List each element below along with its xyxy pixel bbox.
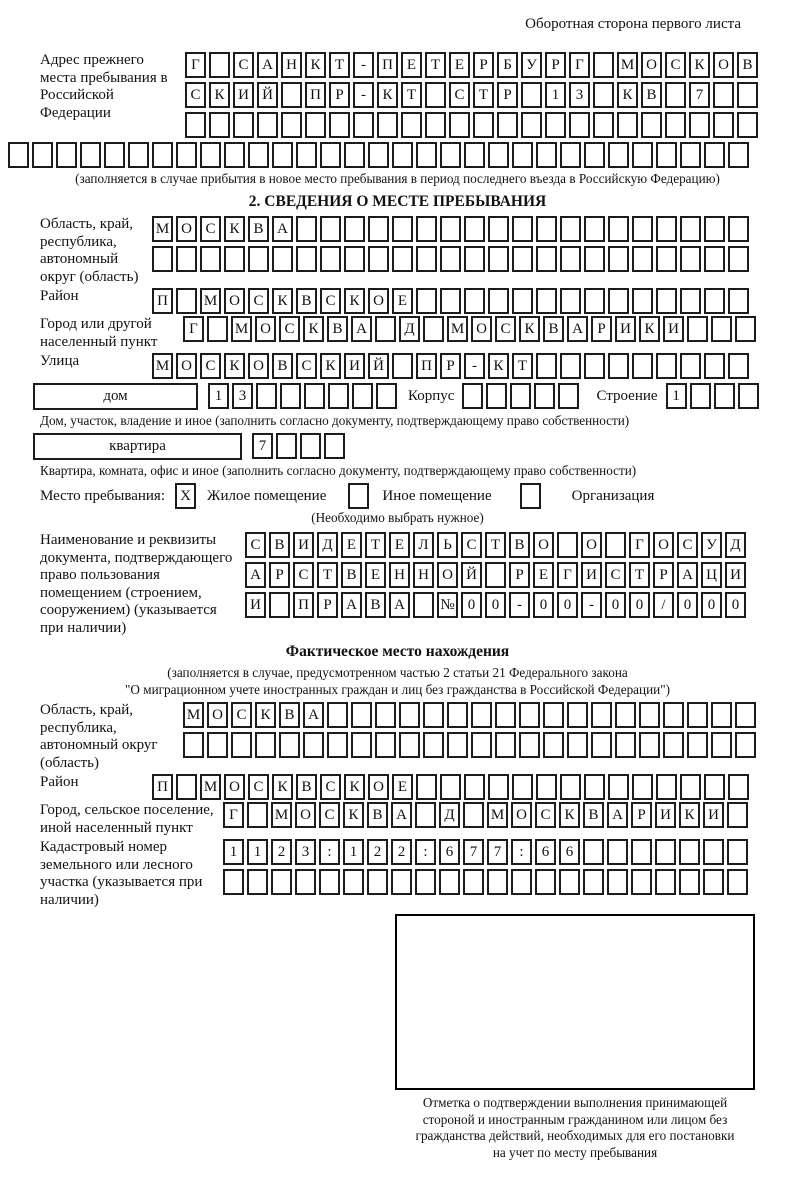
house-field-plate: дом <box>33 383 198 410</box>
district-label: Район <box>40 288 79 304</box>
stamp-caption-line-1: Отметка о подтверждении выполнения принимающей <box>422 1095 728 1110</box>
prev-address-label: Адрес прежнего места пребывания в Российской Федерации <box>40 52 168 121</box>
factual-region-row-2[interactable] <box>183 732 759 758</box>
house-caption: Дом, участок, владение и иное (заполнить согласно документу, подтверждающему право собственности) <box>40 413 630 428</box>
confirmation-stamp-area <box>395 914 755 1090</box>
document-row-2[interactable]: А Р С Т В Е Н Н О Й Р Е Г И С Т Р А Ц И <box>245 562 749 588</box>
street-row[interactable]: М О С К О В С К И Й П Р - К Т <box>152 353 752 379</box>
cadastral-row-1[interactable]: 1 1 2 3 : 1 2 2 : 6 7 7 : 6 6 <box>223 839 751 865</box>
factual-district-block <box>40 774 755 800</box>
apartment-field-plate: квартира <box>33 433 242 460</box>
residence-type-caption: (Необходимо выбрать нужное) <box>311 510 484 525</box>
residence-type-dwelling-checkbox[interactable]: X <box>175 483 199 509</box>
residence-type-other-checkbox[interactable] <box>348 483 372 509</box>
house-number-row[interactable]: 1 3 <box>208 383 400 409</box>
region-block <box>40 216 755 286</box>
factual-region-label: Область, край, республика, автономный округ (область) <box>40 702 158 771</box>
prev-address-row-1[interactable]: Г С А Н К Т - П Е Т Е Р Б У Р Г М О С К О В <box>185 52 761 78</box>
korpus-label: Корпус <box>408 388 455 404</box>
factual-region-block <box>40 702 755 772</box>
prev-address-row-4[interactable] <box>8 142 755 168</box>
cadastral-label: Кадастровый номер земельного или лесного участка (указывается при наличии) <box>40 839 203 908</box>
factual-district-row[interactable]: П М О С К В С К О Е <box>152 774 752 800</box>
residence-type-other-label: Иное помещение <box>382 488 492 504</box>
apartment-block <box>40 433 755 460</box>
factual-region-row-1[interactable]: М О С К В А <box>183 702 759 728</box>
district-row[interactable]: П М О С К В С К О Е <box>152 288 752 314</box>
factual-title: Фактическое место нахождения <box>285 643 510 660</box>
prev-address-block <box>40 52 755 138</box>
factual-subtitle-line-1: (заполняется в случае, предусмотренном частью 2 статьи 21 Федерального закона <box>167 665 628 680</box>
street-label: Улица <box>40 353 80 369</box>
stroenie-row[interactable]: 1 <box>666 383 762 409</box>
residence-type-block <box>40 483 755 509</box>
cadastral-block <box>40 839 755 909</box>
residence-type-dwelling-label: Жилое помещение <box>207 488 327 504</box>
stamp-caption <box>340 1095 800 1161</box>
residence-type-organization-label: Организация <box>571 488 655 504</box>
stamp-caption-line-2: стороной и иностранным гражданином или лицом без <box>422 1111 728 1127</box>
prev-address-note: (заполняется в случае прибытия в новое место пребывания в период последнего въезда в Российскую Федерацию) <box>75 171 720 186</box>
city-row[interactable]: Г М О С К В А Д М О С К В А Р И К И <box>183 316 759 342</box>
stroenie-label: Строение <box>596 388 658 404</box>
stamp-caption-line-3: гражданства действий, необходимых для его постановки <box>415 1128 735 1143</box>
prev-address-rows <box>185 52 761 138</box>
stamp-caption-line-4: на учет по месту пребывания <box>492 1144 658 1160</box>
street-block <box>40 353 755 379</box>
factual-subtitle-line-2: "О миграционном учете иностранных граждан и лиц без гражданства в Российской Федерации") <box>125 682 670 697</box>
prev-address-row-2[interactable]: С К И Й П Р - К Т С Т Р 1 3 К В 7 <box>185 82 761 108</box>
city-label: Город или другой населенный пункт <box>40 316 158 350</box>
residence-type-label: Место пребывания: <box>40 488 165 504</box>
page-side-note: Оборотная сторона первого листа <box>525 16 741 32</box>
prev-address-row-3[interactable] <box>185 112 761 138</box>
factual-city-block <box>40 802 755 837</box>
residence-type-organization-checkbox[interactable] <box>520 483 544 509</box>
document-label: Наименование и реквизиты документа, подтверждающего право пользования помещением (строением, сооружением) (указывается при наличии) <box>40 532 233 636</box>
district-block <box>40 288 755 314</box>
document-row-1[interactable]: С В И Д Е Т Е Л Ь С Т В О О Г О С У Д <box>245 532 749 558</box>
document-block <box>40 532 755 637</box>
document-row-3[interactable]: И П Р А В А № 0 0 - 0 0 - 0 0 / 0 0 0 <box>245 592 749 618</box>
cadastral-row-2[interactable] <box>223 869 751 895</box>
factual-district-label: Район <box>40 774 79 790</box>
factual-city-label: Город, сельское поселение, иной населенный пункт <box>40 802 214 836</box>
factual-city-row[interactable]: Г М О С К В А Д М О С К В А Р И К И <box>223 802 751 828</box>
section2-title: 2. СВЕДЕНИЯ О МЕСТЕ ПРЕБЫВАНИЯ <box>248 193 547 210</box>
house-block <box>40 383 755 410</box>
region-label: Область, край, республика, автономный округ (область) <box>40 216 139 285</box>
region-row-2[interactable] <box>152 246 752 272</box>
korpus-row[interactable] <box>462 383 582 409</box>
factual-subtitle <box>40 664 755 698</box>
region-row-1[interactable]: М О С К В А <box>152 216 752 242</box>
apartment-caption: Квартира, комната, офис и иное (заполнить согласно документу, подтверждающему право собственности) <box>40 463 637 478</box>
city-block <box>40 316 755 351</box>
apartment-number-row[interactable]: 7 <box>252 433 348 459</box>
